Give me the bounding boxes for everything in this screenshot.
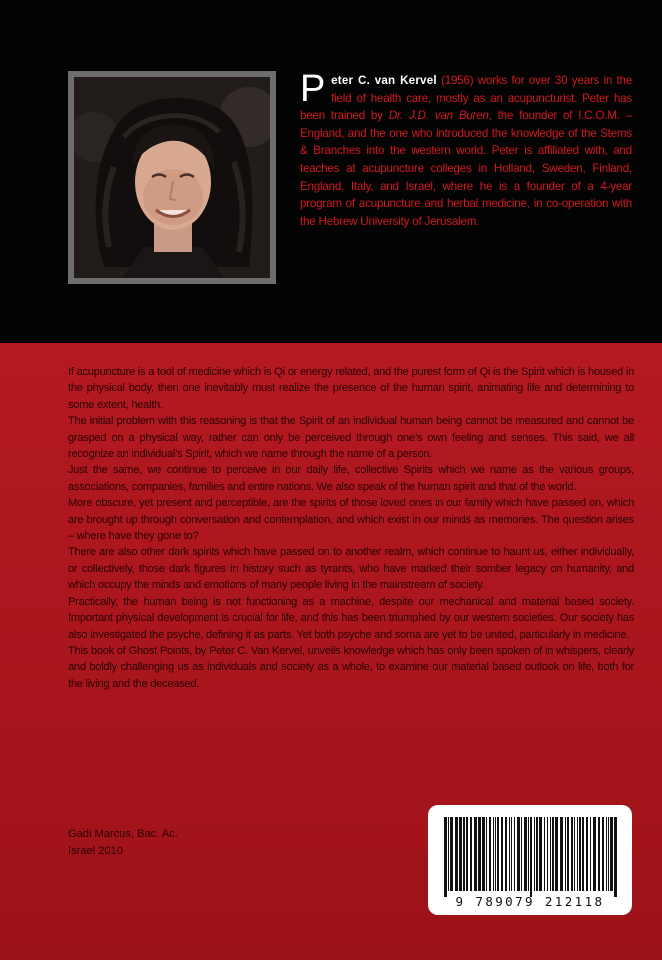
barcode-bar [598, 817, 600, 891]
barcode-bar [582, 817, 584, 891]
barcode-bar [455, 817, 458, 891]
blurb-paragraph: There are also other dark spirits which have passed on to another realm, which continue to haunt us, either individually, or collectively, those dark figures in history such as tyrants, who have marked their somber legacy on humanity, and which occupy the minds and emotions of many people living in the mainstream of society. [68, 546, 634, 592]
author-portrait-illustration [74, 77, 270, 278]
barcode-bar [547, 817, 548, 891]
barcode-bar [521, 817, 522, 891]
signature-name: Gadi Marcus, Bac. Ac. [68, 828, 178, 840]
barcode-bar [560, 817, 563, 891]
barcode-bar [497, 817, 499, 891]
signature-place-year: Israel 2010 [68, 845, 123, 857]
barcode-bar [579, 817, 581, 891]
barcode-bar [509, 817, 510, 891]
barcode-bar [450, 817, 453, 891]
barcode-bar [530, 817, 532, 897]
back-cover-blurb [68, 364, 634, 692]
portrait-photo-icon [74, 77, 270, 278]
barcode-bar [514, 817, 515, 891]
barcode-bar [544, 817, 545, 891]
bio-dropcap: P [300, 68, 326, 110]
barcode-bar [606, 817, 607, 891]
barcode-bar [552, 817, 554, 891]
barcode-bar [528, 817, 529, 891]
barcode-bar [463, 817, 465, 891]
barcode-bar [466, 817, 468, 891]
bio-text-part-1: (1956) works for over 30 years in the field of health care, mostly as an acupuncturist. Peter has been trained by [300, 74, 632, 123]
barcode-bar [495, 817, 496, 891]
barcode-bar [593, 817, 596, 891]
barcode-bar [444, 817, 447, 897]
barcode-bar [608, 817, 609, 891]
author-photo-frame [68, 71, 276, 284]
barcode-bar [534, 817, 535, 891]
isbn-barcode [428, 805, 632, 915]
blurb-paragraph: The initial problem with this reasoning is that the Spirit of an individual human being cannot be measured and cannot be grasped on a physical way, rather can only be perceived through one’s own feeling and senses. This said, we all recognize an individual’s Spirit, which we name through the name of a person. [68, 415, 634, 461]
barcode-bar [474, 817, 477, 891]
author-name: eter C. van Kervel [331, 74, 437, 87]
barcode-bar [505, 817, 507, 891]
barcode-bar [610, 817, 613, 891]
barcode-bar [482, 817, 485, 891]
barcode-bar [565, 817, 566, 891]
barcode-bar [517, 817, 520, 891]
blurb-paragraph: More obscure, yet present and perceptible, are the spirits of those loved ones in our family which have passed on, which are brought up through conversation and contemplation, and which exist in our minds as memories. The question arises – where have they gone to? [68, 497, 634, 543]
barcode-bar [493, 817, 494, 891]
barcode-bar [577, 817, 578, 891]
barcode-bar [501, 817, 503, 891]
barcode-bar [574, 817, 575, 891]
barcode-bar [524, 817, 527, 891]
barcode-bar [539, 817, 542, 891]
barcode-bar [555, 817, 558, 891]
barcode-bar [571, 817, 573, 891]
barcode-bar [550, 817, 551, 891]
barcode-bar [478, 817, 481, 891]
barcode-bar [459, 817, 462, 891]
barcode-bar [470, 817, 472, 891]
barcode-bar [511, 817, 512, 891]
bio-trainer-name: Dr. J.D. van Buren [388, 109, 489, 123]
signature-block [68, 826, 178, 860]
blurb-paragraph: If acupuncture is a tool of medicine which is Qi or energy related, and the purest form of Qi is the Spirit which is housed in the physical body, then one inevitably must realize the presence of the human spirit, animating life and determining to some extent, health. [68, 366, 634, 411]
blurb-paragraph: This book of Ghost Points, by Peter C. Van Kervel, unveils knowledge which has only been spoken of in whispers, clearly and boldly challenging us as individuals and society as a whole, to examine our material based outlook on life, both for the living and the deceased. [68, 644, 634, 690]
bio-text-part-2: , the founder of I.C.O.M. – England, and the one who introduced the knowledge of the Stems & Branches into the western world. Peter is affiliated with, and teaches at acupuncture colleges in Holland, Sweden, Finland, England, Italy, and Israel, where he is a founder of a 4-year program of acupuncture and herbal medicine, in co-operation with the Hebrew University of Jerusalem. [300, 109, 632, 228]
barcode-bar [602, 817, 604, 891]
isbn-number: 9 789079 212118 [455, 894, 605, 909]
author-bio [300, 68, 632, 230]
barcode-bar [536, 817, 538, 891]
blurb-paragraph: Practically, the human being is not functioning as a machine, despite our mechanical and material based society. Important physical development is crucial for life, and this has been triumphed by our western societies. Our society has also investigated the psyche, defining it as parts. Yet both psyche and soma are yet to be united, particularly in medicine. [68, 595, 634, 641]
barcode-bar [586, 817, 588, 891]
barcode-bar [590, 817, 591, 891]
barcode-bar [448, 817, 449, 891]
blurb-paragraph: Just the same, we continue to perceive in our daily life, collective Spirits which we name as the various groups, associations, companies, families and entire nations. We also speak of the human spirit and that of the world. [68, 464, 634, 493]
barcode-bar [486, 817, 487, 891]
barcode-bar [567, 817, 569, 891]
barcode-bar [614, 817, 617, 897]
barcode-bar [489, 817, 491, 891]
